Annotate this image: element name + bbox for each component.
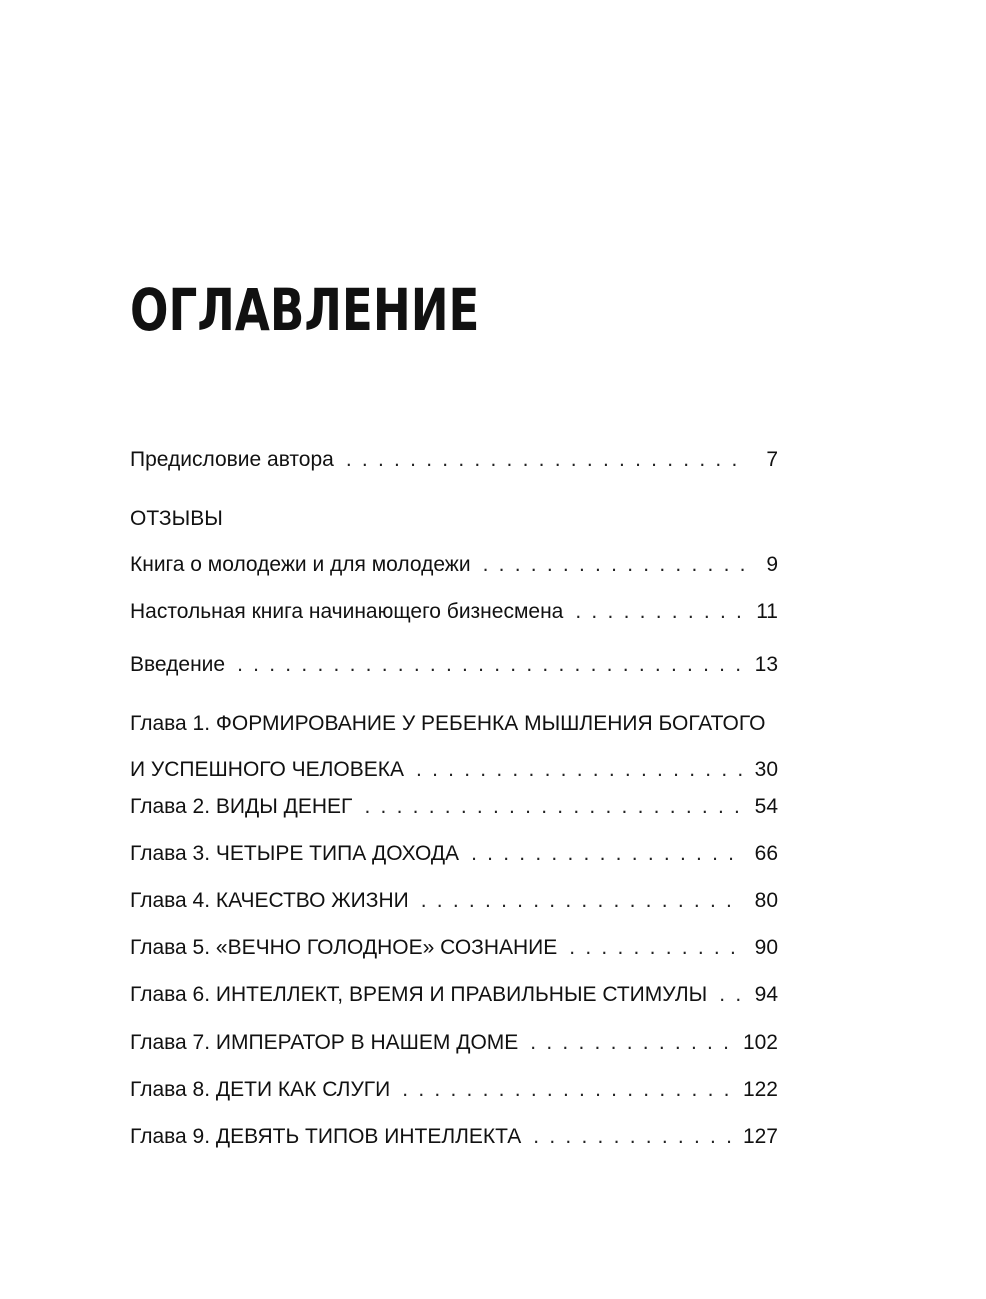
toc-entry-chapter-8[interactable] <box>130 1076 778 1104</box>
toc-entry-page: 127 <box>742 1125 778 1148</box>
toc-entry-chapter-2[interactable] <box>130 793 778 821</box>
toc-entry-label: Настольная книга начинающего бизнесмена <box>130 598 575 626</box>
toc-entry-label: Глава 2. ВИДЫ ДЕНЕГ <box>130 793 364 821</box>
toc-entry-label: Глава 7. ИМПЕРАТОР В НАШЕМ ДОМЕ <box>130 1029 530 1057</box>
toc-entry-chapter-7[interactable] <box>130 1029 778 1057</box>
dot-leader <box>364 793 744 821</box>
toc-entry-page: 11 <box>756 600 778 623</box>
toc-entry-chapter-6[interactable] <box>130 981 778 1009</box>
toc-entry-page: 122 <box>742 1078 778 1101</box>
toc-entry-label-line1: Глава 1. ФОРМИРОВАНИЕ У РЕБЕНКА МЫШЛЕНИЯ БОГАТОГО <box>130 712 766 735</box>
toc-entry-label: Глава 6. ИНТЕЛЛЕКТ, ВРЕМЯ И ПРАВИЛЬНЫЕ СТИМУЛЫ <box>130 981 719 1009</box>
toc-entry-label: Глава 5. «ВЕЧНО ГОЛОДНОЕ» СОЗНАНИЕ <box>130 934 569 962</box>
toc-entry-chapter-3[interactable] <box>130 840 778 868</box>
toc-entry-label: Книга о молодежи и для молодежи <box>130 551 483 579</box>
dot-leader <box>483 551 744 579</box>
toc-entry-review-2[interactable] <box>130 598 778 626</box>
toc-section-label: ОТЗЫВЫ <box>130 507 223 530</box>
toc-entry-preface[interactable] <box>130 446 778 474</box>
dot-leader <box>530 1029 733 1057</box>
toc-entry-label: Глава 3. ЧЕТЫРЕ ТИПА ДОХОДА <box>130 840 471 868</box>
toc-entry-page: 90 <box>754 936 778 959</box>
dot-leader <box>402 1076 733 1104</box>
toc-entry-page: 7 <box>766 448 778 471</box>
dot-leader <box>421 887 744 915</box>
toc-entry-review-1[interactable] <box>130 551 778 579</box>
dot-leader <box>533 1123 733 1151</box>
toc-entry-introduction[interactable] <box>130 651 778 679</box>
toc-entry-chapter-1[interactable] <box>130 710 778 784</box>
toc-entry-page: 102 <box>742 1031 778 1054</box>
toc-entry-label: Введение <box>130 651 237 679</box>
toc-entry-label: Предисловие автора <box>130 446 346 474</box>
toc-entry-page: 94 <box>754 983 778 1006</box>
toc-entry-label: Глава 4. КАЧЕСТВО ЖИЗНИ <box>130 887 421 915</box>
toc-entry-chapter-5[interactable] <box>130 934 778 962</box>
toc-entry-page: 13 <box>754 653 778 676</box>
dot-leader <box>471 840 744 868</box>
dot-leader <box>575 598 744 626</box>
toc-entry-label: И УСПЕШНОГО ЧЕЛОВЕКА <box>130 756 416 784</box>
toc-entry-page: 30 <box>754 758 778 781</box>
dot-leader <box>569 934 744 962</box>
toc-entry-label: Глава 9. ДЕВЯТЬ ТИПОВ ИНТЕЛЛЕКТА <box>130 1123 533 1151</box>
toc-entry-page: 54 <box>754 795 778 818</box>
toc-entry-page: 80 <box>754 889 778 912</box>
page-title: ОГЛАВЛЕНИЕ <box>130 276 480 344</box>
dot-leader <box>719 981 744 1009</box>
dot-leader <box>346 446 744 474</box>
dot-leader <box>416 756 744 784</box>
toc-entry-page: 9 <box>766 553 778 576</box>
toc-section-reviews <box>130 505 778 533</box>
toc-entry-page: 66 <box>754 842 778 865</box>
toc-entry-chapter-9[interactable] <box>130 1123 778 1151</box>
dot-leader <box>237 651 744 679</box>
toc-entry-label: Глава 8. ДЕТИ КАК СЛУГИ <box>130 1076 402 1104</box>
toc-entry-chapter-4[interactable] <box>130 887 778 915</box>
